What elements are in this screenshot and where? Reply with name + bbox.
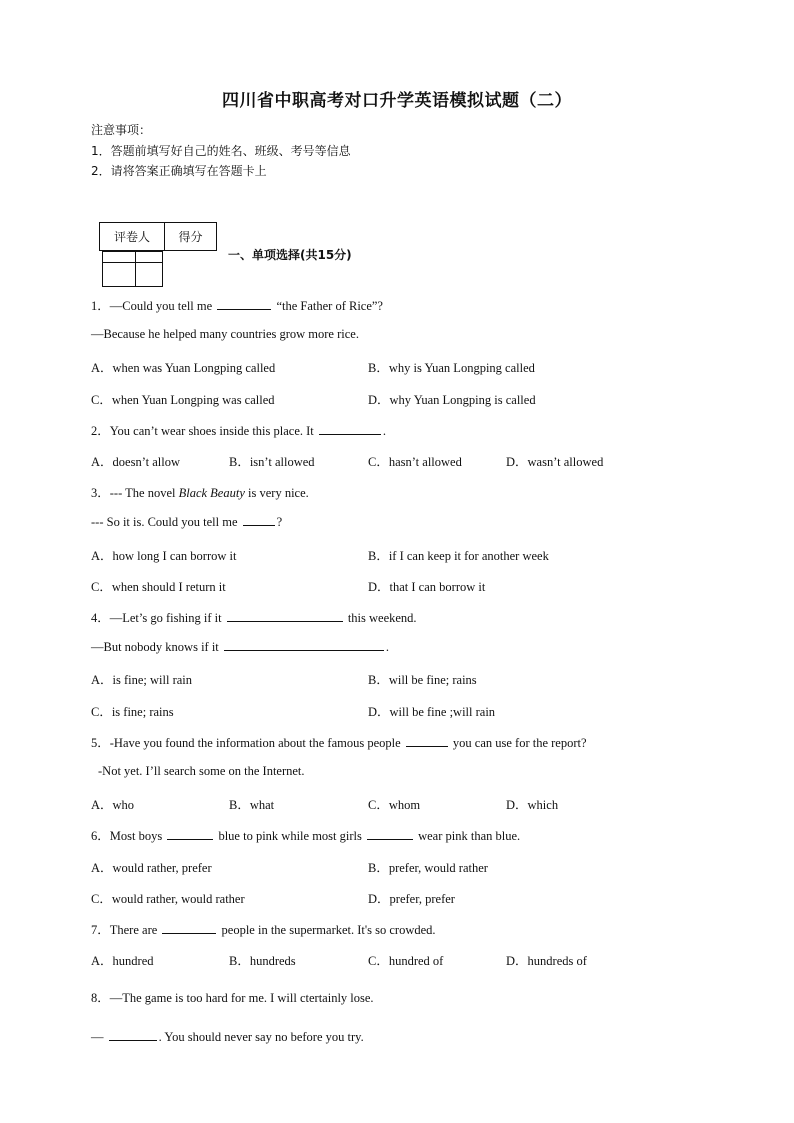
exam-title: 四川省中职高考对口升学英语模拟试题（二）	[222, 91, 572, 111]
question-text: 6．Most boys	[91, 829, 163, 843]
question-text: —But nobody knows if it	[91, 640, 219, 654]
question-text: 5．-Have you found the information about the famous people	[91, 736, 401, 750]
option-d[interactable]: D．will be fine ;will rain	[368, 705, 496, 719]
note-item: 1．答题前填写好自己的姓名、班级、考号等信息	[91, 144, 351, 158]
question-text: —	[91, 1030, 104, 1044]
answer-blank	[162, 922, 216, 934]
option-c[interactable]: C．hasn’t allowed	[368, 455, 462, 469]
answer-blank	[167, 828, 213, 840]
question-5	[91, 733, 587, 751]
question-text: .	[382, 424, 387, 438]
question-text: 7．There are	[91, 923, 158, 937]
note-item: 2．请将答案正确填写在答题卡上	[91, 164, 267, 178]
answer-blank	[227, 610, 343, 622]
question-text: wear pink than blue.	[418, 829, 521, 843]
question-5-response: -Not yet. I’ll search some on the Internet.	[98, 764, 305, 778]
question-text: 1．—Could you tell me	[91, 299, 213, 313]
option-c[interactable]: C．when Yuan Longping was called	[91, 393, 275, 407]
option-c[interactable]: C．whom	[368, 798, 421, 812]
option-d[interactable]: D．hundreds of	[506, 954, 587, 968]
option-a[interactable]: A．how long I can borrow it	[91, 549, 237, 563]
question-text: 4．—Let’s go fishing if it	[91, 611, 222, 625]
grader-cell[interactable]	[102, 252, 135, 287]
option-a[interactable]: A．doesn’t allow	[91, 455, 180, 469]
option-b[interactable]: B．hundreds	[229, 954, 296, 968]
option-c[interactable]: C．when should I return it	[91, 580, 226, 594]
option-b[interactable]: B．what	[229, 798, 275, 812]
question-text: blue to pink while most girls	[218, 829, 362, 843]
option-b[interactable]: B．if I can keep it for another week	[368, 549, 549, 563]
question-4	[91, 608, 417, 626]
question-text: this weekend.	[347, 611, 417, 625]
question-1	[91, 296, 383, 314]
answer-blank	[367, 828, 413, 840]
question-text: 3．--- The novel	[91, 486, 179, 500]
option-b[interactable]: B．isn’t allowed	[229, 455, 315, 469]
option-d[interactable]: D．prefer, prefer	[368, 892, 455, 906]
question-3-response	[91, 514, 282, 530]
question-6	[91, 826, 520, 844]
question-4-response	[91, 639, 389, 655]
answer-blank	[109, 1029, 157, 1041]
question-text: ?	[276, 515, 283, 529]
score-cell[interactable]	[135, 252, 162, 287]
answer-blank	[217, 298, 271, 310]
section-title: 一、单项选择(共15分)	[228, 248, 352, 262]
option-b[interactable]: B．why is Yuan Longping called	[368, 361, 535, 375]
question-text: “the Father of Rice”?	[276, 299, 383, 313]
question-8-response	[91, 1029, 364, 1045]
option-b[interactable]: B．prefer, would rather	[368, 861, 488, 875]
option-c[interactable]: C．hundred of	[368, 954, 444, 968]
question-7	[91, 920, 436, 938]
option-c[interactable]: C．would rather, would rather	[91, 892, 245, 906]
answer-blank	[243, 514, 275, 526]
question-text: . You should never say no before you try.	[158, 1030, 364, 1044]
option-a[interactable]: A．when was Yuan Longping called	[91, 361, 276, 375]
question-1-response: —Because he helped many countries grow more rice.	[91, 327, 359, 341]
question-3	[91, 483, 309, 501]
question-text: --- So it is. Could you tell me	[91, 515, 238, 529]
question-text: 2．You can’t wear shoes inside this place. It	[91, 424, 314, 438]
question-8: 8．—The game is too hard for me. I will ctertainly lose.	[91, 991, 374, 1005]
option-d[interactable]: D．why Yuan Longping is called	[368, 393, 536, 407]
question-text: .	[385, 640, 390, 654]
question-text: people in the supermarket. It's so crowded.	[221, 923, 436, 937]
score-table	[99, 222, 217, 266]
answer-blank	[406, 735, 448, 747]
question-text: you can use for the report?	[452, 736, 587, 750]
book-title: Black Beauty	[178, 486, 245, 500]
option-a[interactable]: A．is fine; will rain	[91, 673, 193, 687]
score-header: 得分	[165, 223, 217, 251]
question-2	[91, 421, 386, 439]
option-d[interactable]: D．which	[506, 798, 559, 812]
option-a[interactable]: A．hundred	[91, 954, 154, 968]
notes-heading: 注意事项：	[91, 123, 152, 137]
option-a[interactable]: A．would rather, prefer	[91, 861, 212, 875]
option-a[interactable]: A．who	[91, 798, 135, 812]
grader-header: 评卷人	[100, 223, 165, 251]
option-c[interactable]: C．is fine; rains	[91, 705, 174, 719]
option-d[interactable]: D．that I can borrow it	[368, 580, 486, 594]
answer-blank	[224, 639, 384, 651]
option-d[interactable]: D．wasn’t allowed	[506, 455, 604, 469]
question-text: is very nice.	[244, 486, 309, 500]
answer-blank	[319, 423, 381, 435]
option-b[interactable]: B．will be fine; rains	[368, 673, 477, 687]
